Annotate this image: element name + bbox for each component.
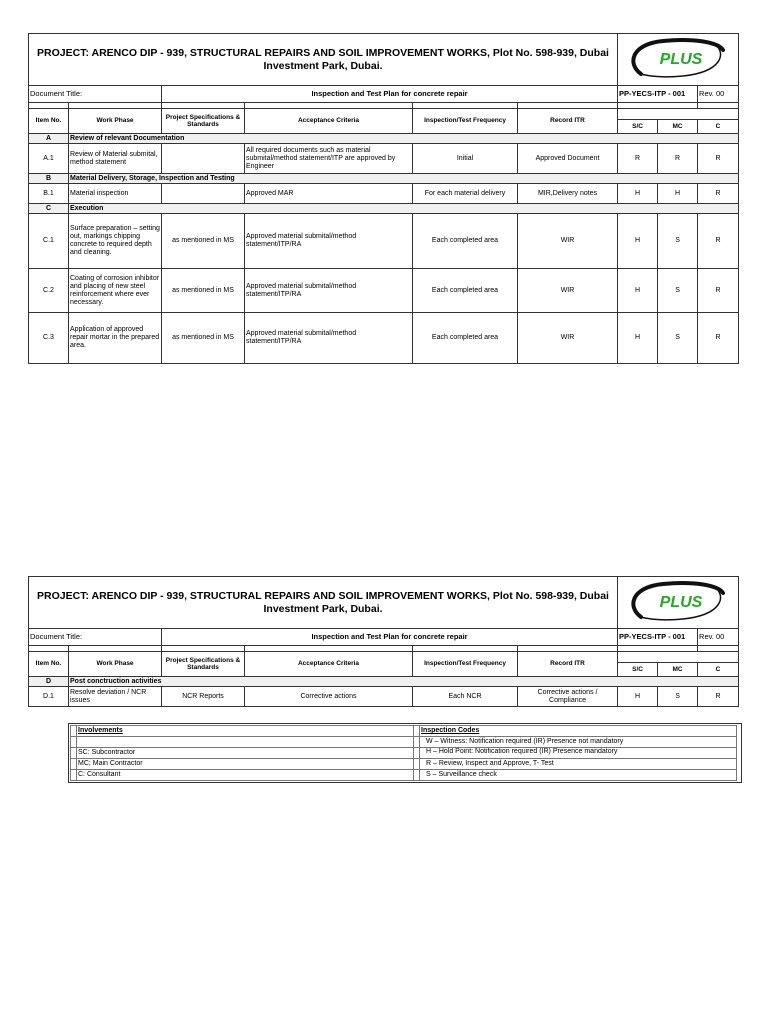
revision: Rev. 00: [698, 629, 739, 646]
frequency: Each completed area: [413, 269, 518, 313]
col-sc: S/C: [618, 120, 658, 134]
frequency: Initial: [413, 144, 518, 174]
record: MIR,Delivery notes: [518, 184, 618, 204]
doc-title-label: Document Title:: [29, 86, 162, 103]
col-mc: MC: [658, 120, 698, 134]
code-sc: H: [618, 214, 658, 269]
legend-table: [70, 725, 737, 781]
plus-logo: [618, 577, 739, 629]
frequency: Each completed area: [413, 313, 518, 364]
col-record: Record ITR: [518, 109, 618, 134]
item-no: B.1: [29, 184, 69, 204]
table-row: [29, 687, 739, 707]
col-sc: S/C: [618, 663, 658, 677]
doc-title-label: Document Title:: [29, 629, 162, 646]
frequency: For each material delivery: [413, 184, 518, 204]
criteria: Approved material submital/method statement/ITP/RA: [245, 313, 413, 364]
plus-logo: [618, 34, 739, 86]
code-mc: S: [658, 269, 698, 313]
col-acceptance: Acceptance Criteria: [245, 652, 413, 677]
criteria: All required documents such as material submital/method statement/ITP are approved by Engineer: [245, 144, 413, 174]
doc-title: Inspection and Test Plan for concrete repair: [162, 86, 618, 103]
item-no: C.2: [29, 269, 69, 313]
code-hold-point: H – Hold Point: Notification required (IR) Presence mandatory: [420, 748, 737, 759]
involvement-c: C: Consultant: [77, 770, 414, 781]
logo-text: PLUS: [659, 594, 703, 611]
col-record: Record ITR: [518, 652, 618, 677]
doc-number: PP-YECS-ITP - 001: [618, 629, 698, 646]
inspection-codes-heading: Inspection Codes: [420, 726, 737, 737]
code-c: R: [698, 184, 739, 204]
item-no: A.1: [29, 144, 69, 174]
spec: as mentioned in MS: [162, 313, 245, 364]
legend-box: [68, 723, 742, 783]
record: Approved Document: [518, 144, 618, 174]
code-mc: S: [658, 313, 698, 364]
code-mc: S: [658, 687, 698, 707]
spec: [162, 184, 245, 204]
work-phase: Surface preparation – setting out, markings chipping concrete to required depth and cleaning.: [69, 214, 162, 269]
item-no: D.1: [29, 687, 69, 707]
col-frequency: Inspection/Test Frequency: [413, 652, 518, 677]
frequency: Each completed area: [413, 214, 518, 269]
work-phase: Resolve deviation / NCR issues: [69, 687, 162, 707]
code-sc: R: [618, 144, 658, 174]
table-row: [29, 144, 739, 174]
section-code: B: [29, 174, 69, 184]
section-title: Review of relevant Documentation: [69, 134, 739, 144]
itp-table-1: [28, 33, 739, 364]
col-item-no: Item No.: [29, 652, 69, 677]
involvement-sc: SC: Subcontractor: [77, 748, 414, 759]
code-mc: H: [658, 184, 698, 204]
col-acceptance: Acceptance Criteria: [245, 109, 413, 134]
code-c: R: [698, 214, 739, 269]
col-work-phase: Work Phase: [69, 109, 162, 134]
code-c: R: [698, 144, 739, 174]
col-specs: Project Specifications & Standards: [162, 652, 245, 677]
spec: as mentioned in MS: [162, 269, 245, 313]
itp-table-2: [28, 576, 739, 707]
table-row: [29, 269, 739, 313]
col-mc: MC: [658, 663, 698, 677]
item-no: C.1: [29, 214, 69, 269]
col-item-no: Item No.: [29, 109, 69, 134]
spec: NCR Reports: [162, 687, 245, 707]
col-c: C: [698, 663, 739, 677]
logo-text: PLUS: [659, 51, 703, 68]
doc-title: Inspection and Test Plan for concrete repair: [162, 629, 618, 646]
project-title: PROJECT: ARENCO DIP - 939, STRUCTURAL REPAIRS AND SOIL IMPROVEMENT WORKS, Plot No. 598-939, Dubai Investment Park, Dubai.: [29, 577, 618, 629]
work-phase: Material inspection: [69, 184, 162, 204]
section-code: A: [29, 134, 69, 144]
table-row: [29, 214, 739, 269]
project-title: PROJECT: ARENCO DIP - 939, STRUCTURAL REPAIRS AND SOIL IMPROVEMENT WORKS, Plot No. 598-939, Dubai Investment Park, Dubai.: [29, 34, 618, 86]
section-title: Material Delivery, Storage, Inspection and Testing: [69, 174, 739, 184]
section-code: C: [29, 204, 69, 214]
code-sc: H: [618, 687, 658, 707]
criteria: Approved material submital/method statement/ITP/RA: [245, 214, 413, 269]
doc-number: PP-YECS-ITP - 001: [618, 86, 698, 103]
record: WIR: [518, 313, 618, 364]
code-sc: H: [618, 269, 658, 313]
code-surveillance: S – Surveillance check: [420, 770, 737, 781]
item-no: C.3: [29, 313, 69, 364]
code-mc: R: [658, 144, 698, 174]
code-mc: S: [658, 214, 698, 269]
table-row: [29, 184, 739, 204]
record: WIR: [518, 214, 618, 269]
itp-page-1: [28, 33, 738, 364]
involvements-heading: Involvements: [77, 726, 414, 737]
record: WIR: [518, 269, 618, 313]
code-sc: H: [618, 184, 658, 204]
table-row: [29, 313, 739, 364]
col-frequency: Inspection/Test Frequency: [413, 109, 518, 134]
section-title: Post conctruction activities: [69, 677, 739, 687]
code-sc: H: [618, 313, 658, 364]
col-specs: Project Specifications & Standards: [162, 109, 245, 134]
code-c: R: [698, 313, 739, 364]
section-code: D: [29, 677, 69, 687]
code-review: R – Review, Inspect and Approve, T- Test: [420, 759, 737, 770]
code-witness: W – Witness: Notification required (IR) Presence not mandatory: [420, 737, 737, 748]
col-work-phase: Work Phase: [69, 652, 162, 677]
col-c: C: [698, 120, 739, 134]
record: Corrective actions / Compliance: [518, 687, 618, 707]
revision: Rev. 00: [698, 86, 739, 103]
involvement-mc: MC; Main Contractor: [77, 759, 414, 770]
spec: as mentioned in MS: [162, 214, 245, 269]
code-c: R: [698, 269, 739, 313]
work-phase: Application of approved repair mortar in the prepared area.: [69, 313, 162, 364]
criteria: Approved material submital/method statement/ITP/RA: [245, 269, 413, 313]
work-phase: Review of Material submital, method statement: [69, 144, 162, 174]
work-phase: Coating of corrosion inhibitor and placing of new steel reinforcement where ever necessary.: [69, 269, 162, 313]
criteria: Approved MAR: [245, 184, 413, 204]
criteria: Corrective actions: [245, 687, 413, 707]
frequency: Each NCR: [413, 687, 518, 707]
spec: [162, 144, 245, 174]
section-title: Execution: [69, 204, 739, 214]
itp-page-2: [28, 576, 738, 707]
code-c: R: [698, 687, 739, 707]
